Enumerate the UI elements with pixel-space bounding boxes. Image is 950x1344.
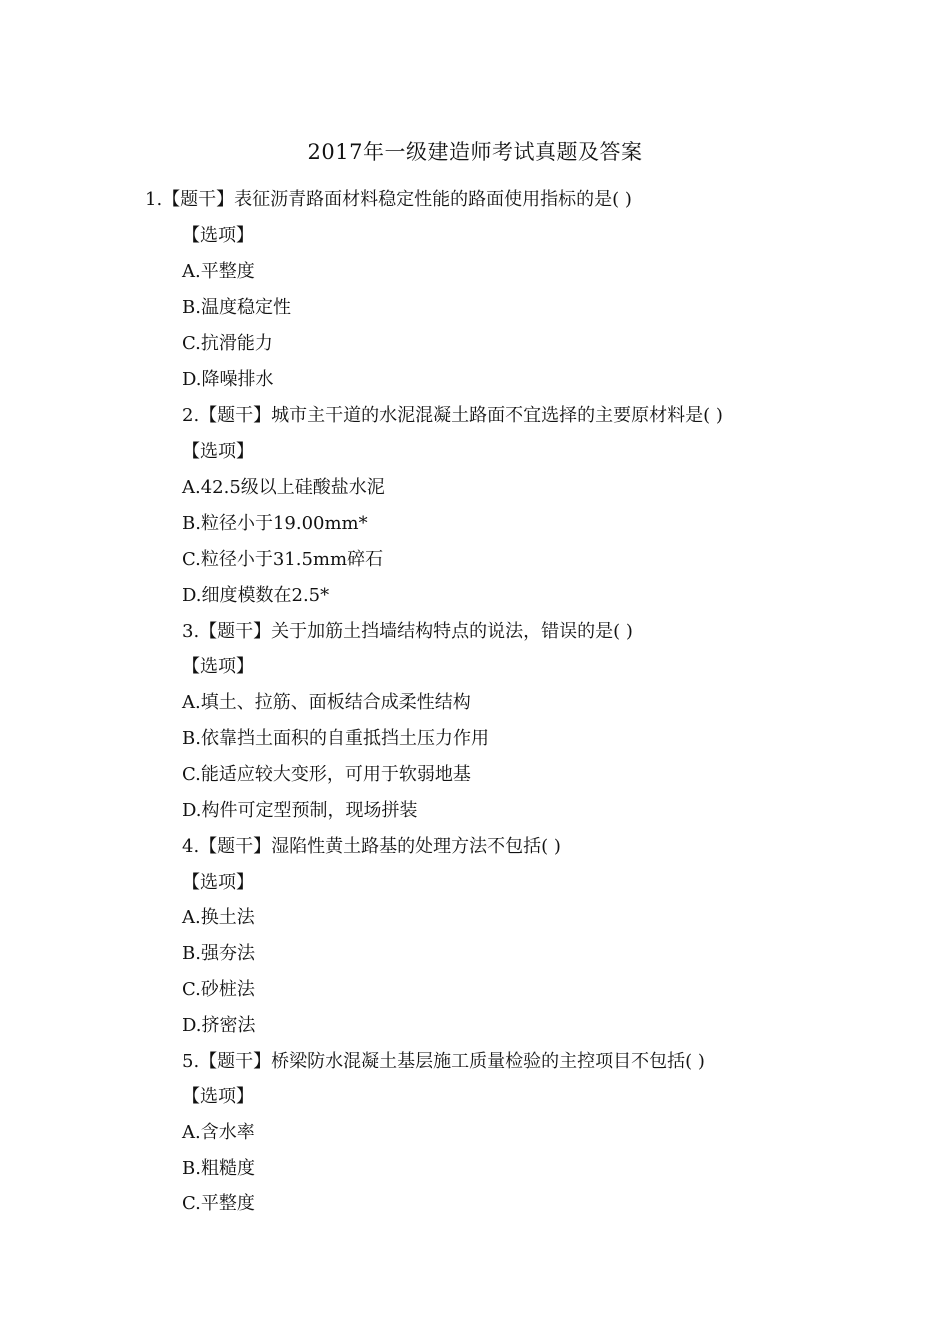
- question-2-options-label: 【选项】: [182, 441, 254, 462]
- question-3-stem: 3.【题干】关于加筋土挡墙结构特点的说法，错误的是( ): [182, 621, 633, 642]
- question-5-stem: 5.【题干】桥梁防水混凝土基层施工质量检验的主控项目不包括( ): [182, 1051, 705, 1072]
- question-5-option-b: B.粗糙度: [182, 1158, 255, 1179]
- question-2-option-b: B.粒径小于19.00mm*: [182, 513, 368, 534]
- page-title: 2017年一级建造师考试真题及答案: [307, 140, 643, 164]
- question-2-option-c: C.粒径小于31.5mm碎石: [182, 549, 384, 570]
- question-4-options-label: 【选项】: [182, 872, 254, 893]
- question-4-option-c: C.砂桩法: [182, 979, 255, 1000]
- question-1-option-b: B.温度稳定性: [182, 297, 291, 318]
- question-3-option-b: B.依靠挡土面积的自重抵挡土压力作用: [182, 728, 489, 749]
- question-4-option-b: B.强夯法: [182, 943, 255, 964]
- question-2-stem: 2.【题干】城市主干道的水泥混凝土路面不宜选择的主要原材料是( ): [182, 405, 723, 426]
- question-3-option-a: A.填土、拉筋、面板结合成柔性结构: [182, 692, 471, 713]
- question-1-option-a: A.平整度: [182, 261, 255, 282]
- question-4-option-d: D.挤密法: [182, 1015, 256, 1036]
- question-3-option-c: C.能适应较大变形，可用于软弱地基: [182, 764, 471, 785]
- question-1-option-d: D.降噪排水: [182, 369, 274, 390]
- question-2-option-a: A.42.5级以上硅酸盐水泥: [182, 477, 385, 498]
- question-4-stem: 4.【题干】湿陷性黄土路基的处理方法不包括( ): [182, 836, 561, 857]
- question-5-option-a: A.含水率: [182, 1122, 255, 1143]
- question-2-option-d: D.细度模数在2.5*: [182, 585, 330, 606]
- question-3-options-label: 【选项】: [182, 656, 254, 677]
- question-1-stem: 1.【题干】表征沥青路面材料稳定性能的路面使用指标的是( ): [145, 189, 632, 210]
- question-3-option-d: D.构件可定型预制，现场拼装: [182, 800, 418, 821]
- question-1-options-label: 【选项】: [182, 225, 254, 246]
- question-1-option-c: C.抗滑能力: [182, 333, 273, 354]
- question-5-option-c: C.平整度: [182, 1193, 255, 1214]
- question-4-option-a: A.换土法: [182, 907, 255, 928]
- question-5-options-label: 【选项】: [182, 1086, 254, 1107]
